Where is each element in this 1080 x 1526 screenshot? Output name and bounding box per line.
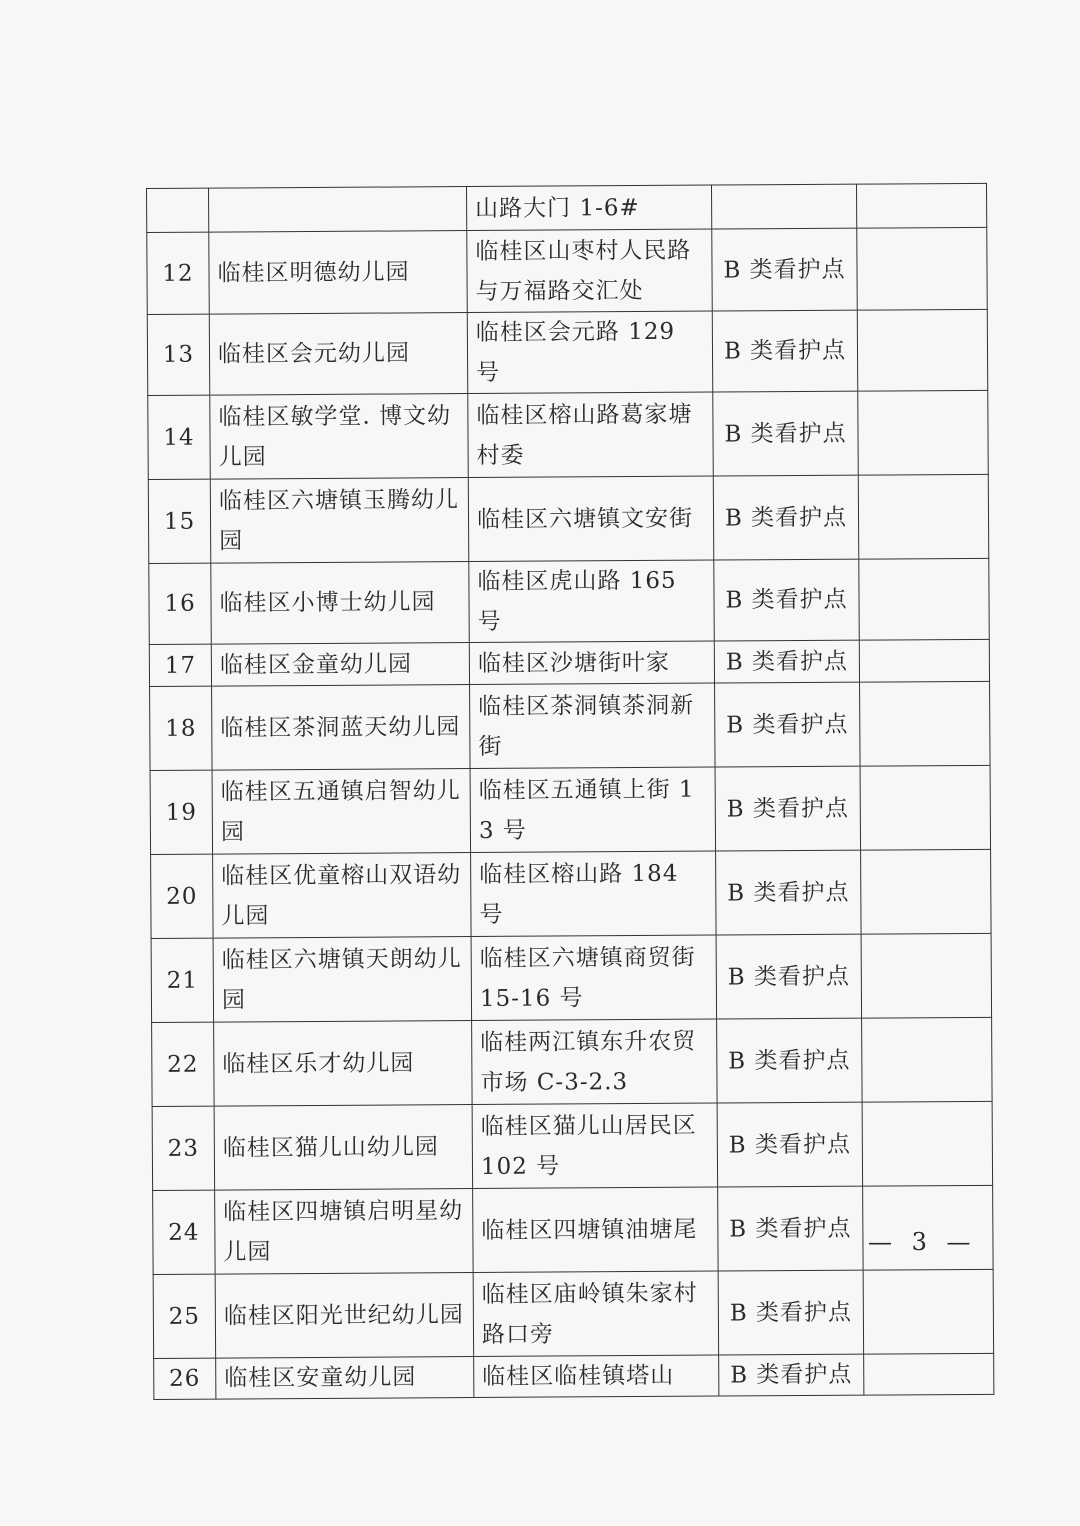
kindergarten-name-cell: 临桂区小博士幼儿园 bbox=[211, 562, 469, 645]
address-cell: 临桂区虎山路 165 号 bbox=[469, 560, 714, 642]
note-cell bbox=[862, 1017, 993, 1102]
kindergarten-name-cell: 临桂区猫儿山幼儿园 bbox=[214, 1105, 473, 1191]
address-cell: 临桂区榕山路葛家塘村委 bbox=[468, 392, 714, 477]
table-row bbox=[151, 933, 991, 1022]
kindergarten-name-cell: 临桂区优童榕山双语幼儿园 bbox=[213, 853, 472, 939]
table-row bbox=[152, 1101, 992, 1190]
care-type-cell: B 类看护点 bbox=[714, 559, 859, 641]
page-number: — 3 — bbox=[868, 1228, 977, 1256]
note-cell bbox=[859, 558, 989, 640]
care-type-cell bbox=[711, 184, 856, 229]
row-number-cell: 14 bbox=[148, 395, 211, 479]
row-number-cell: 16 bbox=[149, 563, 211, 644]
note-cell bbox=[856, 183, 986, 228]
care-type-cell: B 类看护点 bbox=[713, 391, 859, 476]
table-row bbox=[149, 639, 989, 686]
kindergarten-name-cell: 临桂区五通镇启智幼儿园 bbox=[212, 769, 471, 855]
kindergarten-name-cell: 临桂区阳光世纪幼儿园 bbox=[215, 1273, 474, 1359]
note-cell bbox=[863, 1269, 994, 1354]
table-row bbox=[147, 309, 987, 395]
address-cell: 临桂区六塘镇商贸街 15-16 号 bbox=[471, 935, 717, 1020]
care-type-cell: B 类看护点 bbox=[713, 475, 859, 560]
care-type-cell: B 类看护点 bbox=[715, 766, 861, 851]
kindergarten-name-cell: 临桂区四塘镇启明星幼儿园 bbox=[215, 1189, 474, 1275]
address-cell: 临桂区山枣村人民路与万福路交汇处 bbox=[467, 229, 712, 312]
note-cell bbox=[860, 765, 991, 850]
care-type-cell: B 类看护点 bbox=[719, 1354, 864, 1396]
note-cell bbox=[858, 390, 989, 475]
kindergarten-name-cell: 临桂区金童幼儿园 bbox=[211, 643, 469, 687]
row-number-cell: 19 bbox=[150, 770, 213, 854]
note-cell bbox=[860, 681, 991, 766]
care-type-cell: B 类看护点 bbox=[712, 310, 857, 392]
table-row bbox=[150, 765, 990, 854]
kindergarten-name-cell bbox=[209, 187, 467, 233]
care-type-cell: B 类看护点 bbox=[716, 850, 862, 935]
note-cell bbox=[858, 474, 989, 559]
care-type-cell: B 类看护点 bbox=[716, 934, 862, 1019]
address-cell: 临桂区庙岭镇朱家村路口旁 bbox=[473, 1271, 719, 1356]
address-cell: 临桂区沙塘街叶家 bbox=[469, 641, 714, 684]
row-number-cell bbox=[147, 188, 209, 232]
table-row bbox=[147, 227, 987, 314]
kindergarten-name-cell: 临桂区六塘镇玉腾幼儿园 bbox=[210, 478, 469, 564]
kindergarten-name-cell: 临桂区明德幼儿园 bbox=[209, 231, 467, 315]
row-number-cell: 24 bbox=[153, 1190, 216, 1274]
address-cell: 临桂区六塘镇文安街 bbox=[468, 476, 714, 561]
address-cell: 临桂区会元路 129 号 bbox=[467, 311, 712, 393]
care-type-cell: B 类看护点 bbox=[718, 1186, 864, 1271]
address-cell: 临桂区茶洞镇茶洞新街 bbox=[470, 683, 716, 768]
row-number-cell: 17 bbox=[149, 644, 211, 686]
note-cell bbox=[859, 639, 989, 682]
address-cell: 临桂两江镇东升农贸市场 C-3-2.3 bbox=[472, 1019, 718, 1104]
row-number-cell: 22 bbox=[152, 1022, 215, 1106]
address-cell: 临桂区四塘镇油塘尾 bbox=[473, 1187, 719, 1272]
table-row bbox=[149, 558, 989, 644]
kindergarten-name-cell: 临桂区茶洞蓝天幼儿园 bbox=[212, 685, 471, 771]
care-type-cell: B 类看护点 bbox=[715, 682, 861, 767]
row-number-cell: 26 bbox=[154, 1358, 216, 1399]
row-number-cell: 20 bbox=[151, 854, 214, 938]
kindergarten-name-cell: 临桂区六塘镇天朗幼儿园 bbox=[213, 937, 472, 1023]
note-cell bbox=[861, 933, 992, 1018]
care-type-cell: B 类看护点 bbox=[714, 640, 859, 683]
kindergarten-name-cell: 临桂区安童幼儿园 bbox=[216, 1357, 474, 1400]
kindergarten-table bbox=[146, 183, 994, 1400]
note-cell bbox=[862, 1101, 993, 1186]
table-row bbox=[150, 681, 990, 770]
kindergarten-name-cell: 临桂区乐才幼儿园 bbox=[214, 1021, 473, 1107]
address-cell: 临桂区临桂镇塔山 bbox=[474, 1355, 719, 1397]
row-number-cell: 18 bbox=[150, 686, 213, 770]
row-number-cell: 23 bbox=[152, 1106, 215, 1190]
note-cell bbox=[857, 309, 987, 391]
table-row bbox=[154, 1353, 994, 1399]
table-row bbox=[148, 474, 988, 563]
table-row bbox=[147, 183, 987, 232]
row-number-cell: 13 bbox=[147, 314, 209, 395]
row-number-cell: 25 bbox=[153, 1274, 216, 1358]
kindergarten-name-cell: 临桂区会元幼儿园 bbox=[209, 313, 467, 396]
table-row bbox=[151, 849, 991, 938]
note-cell bbox=[861, 849, 992, 934]
address-cell: 山路大门 1-6# bbox=[466, 185, 711, 230]
row-number-cell: 12 bbox=[147, 232, 209, 314]
kindergarten-name-cell: 临桂区敏学堂. 博文幼儿园 bbox=[210, 394, 469, 480]
row-number-cell: 21 bbox=[151, 938, 214, 1022]
address-cell: 临桂区榕山路 184 号 bbox=[471, 851, 717, 936]
table-row bbox=[153, 1269, 993, 1358]
table-body bbox=[147, 183, 994, 1399]
address-cell: 临桂区猫儿山居民区 102 号 bbox=[472, 1103, 718, 1188]
care-type-cell: B 类看护点 bbox=[718, 1270, 864, 1355]
care-type-cell: B 类看护点 bbox=[712, 228, 857, 311]
address-cell: 临桂区五通镇上街 13 号 bbox=[470, 767, 716, 852]
table-row bbox=[152, 1017, 992, 1106]
care-type-cell: B 类看护点 bbox=[717, 1102, 863, 1187]
care-type-cell: B 类看护点 bbox=[717, 1018, 863, 1103]
table-row bbox=[148, 390, 988, 479]
note-cell bbox=[864, 1353, 994, 1395]
row-number-cell: 15 bbox=[148, 479, 211, 563]
note-cell bbox=[857, 227, 987, 310]
